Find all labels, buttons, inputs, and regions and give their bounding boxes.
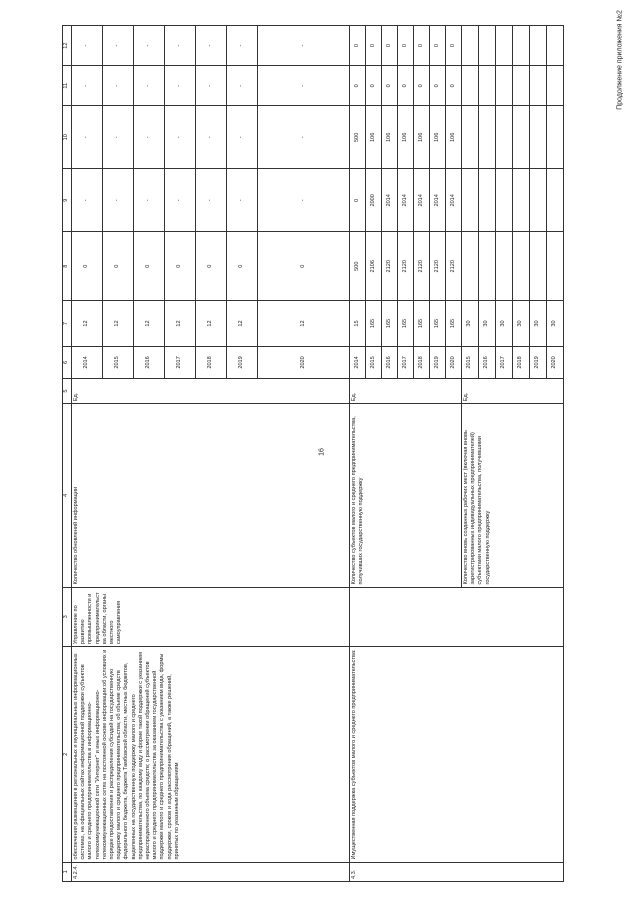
value-cell: 0 (382, 66, 398, 106)
value-cell: - (258, 169, 350, 232)
year-cell: 2019 (530, 346, 547, 378)
col-number: 10 (63, 106, 72, 169)
value-cell: 30 (513, 301, 530, 347)
value-cell: 165 (446, 301, 462, 347)
value-cell: 2120 (446, 232, 462, 301)
value-cell: 12 (196, 301, 227, 347)
value-cell: 0 (350, 169, 366, 232)
value-cell: 2014 (446, 169, 462, 232)
value-cell: 106 (382, 106, 398, 169)
empty-cell (479, 232, 496, 301)
value-cell: 165 (430, 301, 446, 347)
empty-cell (462, 169, 479, 232)
value-cell: 165 (398, 301, 414, 347)
value-cell: 0 (414, 66, 430, 106)
value-cell: 2014 (398, 169, 414, 232)
column-number-row (63, 26, 72, 882)
year-cell: 2016 (479, 346, 496, 378)
value-cell: - (165, 26, 196, 66)
value-cell: - (134, 66, 165, 106)
value-cell: 2014 (382, 169, 398, 232)
value-cell: 0 (414, 26, 430, 66)
empty-cell (462, 66, 479, 106)
year-cell: 2020 (446, 346, 462, 378)
empty-cell (547, 106, 564, 169)
value-cell: 0 (382, 26, 398, 66)
value-cell: 0 (350, 66, 366, 106)
col-number: 4 (63, 404, 72, 587)
value-cell: 0 (196, 232, 227, 301)
empty-cell (513, 169, 530, 232)
year-cell: 2015 (103, 346, 134, 378)
year-cell: 2014 (350, 346, 366, 378)
value-cell: - (103, 169, 134, 232)
value-cell: - (72, 169, 103, 232)
value-cell: - (72, 26, 103, 66)
empty-cell (513, 232, 530, 301)
empty-cell (530, 232, 547, 301)
empty-cell (479, 169, 496, 232)
value-cell: 2014 (414, 169, 430, 232)
empty-cell (547, 232, 564, 301)
value-cell: - (227, 66, 258, 106)
year-cell: 2018 (414, 346, 430, 378)
value-cell: - (134, 106, 165, 169)
row-unit: Ед. (72, 378, 350, 403)
value-cell: 15 (350, 301, 366, 347)
value-cell: - (134, 169, 165, 232)
value-cell: 0 (258, 232, 350, 301)
empty-cell (547, 169, 564, 232)
value-cell: 2120 (414, 232, 430, 301)
value-cell: - (72, 66, 103, 106)
value-cell: 30 (496, 301, 513, 347)
value-cell: 500 (350, 106, 366, 169)
value-cell: - (258, 26, 350, 66)
empty-cell (479, 26, 496, 66)
value-cell: 12 (72, 301, 103, 347)
empty-cell (530, 26, 547, 66)
continuation-label: Продолжение приложения №2 (616, 10, 624, 110)
empty-cell (462, 106, 479, 169)
empty-cell (530, 169, 547, 232)
year-cell: 2017 (165, 346, 196, 378)
value-cell: 0 (72, 232, 103, 301)
year-cell: 2016 (382, 346, 398, 378)
empty-cell (496, 232, 513, 301)
col-number: 6 (63, 346, 72, 378)
table-row (350, 26, 366, 882)
value-cell: 106 (366, 106, 382, 169)
value-cell: 0 (227, 232, 258, 301)
col-number: 2 (63, 647, 72, 862)
empty-cell (547, 66, 564, 106)
table-row (72, 26, 103, 882)
value-cell: 106 (430, 106, 446, 169)
value-cell: 12 (258, 301, 350, 347)
year-cell: 2020 (547, 346, 564, 378)
value-cell: 12 (103, 301, 134, 347)
value-cell: 0 (366, 26, 382, 66)
value-cell: - (165, 106, 196, 169)
value-cell: 0 (398, 66, 414, 106)
value-cell: - (227, 169, 258, 232)
value-cell: - (196, 26, 227, 66)
row-description: Имущественная поддержка субъектов малого и среднего предпринимательства: (350, 647, 564, 862)
value-cell: 165 (382, 301, 398, 347)
value-cell: - (258, 106, 350, 169)
year-cell: 2015 (366, 346, 382, 378)
value-cell: 500 (350, 232, 366, 301)
value-cell: 30 (547, 301, 564, 347)
row-unit: Ед. (350, 378, 462, 403)
value-cell: 0 (165, 232, 196, 301)
value-cell: 0 (103, 232, 134, 301)
empty-cell (496, 26, 513, 66)
value-cell: 0 (430, 66, 446, 106)
row-executor: Управление по развитию промышленности и предпринимательства области, органы местного самоуправления (72, 587, 350, 647)
row-unit: Ед. (462, 378, 564, 403)
value-cell: - (196, 66, 227, 106)
empty-cell (479, 106, 496, 169)
year-cell: 2019 (227, 346, 258, 378)
value-cell: - (227, 106, 258, 169)
value-cell: - (196, 106, 227, 169)
value-cell: - (227, 26, 258, 66)
empty-cell (513, 106, 530, 169)
value-cell: 30 (462, 301, 479, 347)
row-indicator: Количество обновлений информации (72, 404, 350, 587)
value-cell: 0 (446, 26, 462, 66)
value-cell: 2120 (398, 232, 414, 301)
row-number: 4.3. (350, 862, 564, 881)
value-cell: 106 (398, 106, 414, 169)
value-cell: - (196, 169, 227, 232)
year-cell: 2018 (513, 346, 530, 378)
value-cell: 106 (414, 106, 430, 169)
year-cell: 2019 (430, 346, 446, 378)
value-cell: - (258, 66, 350, 106)
value-cell: 0 (398, 26, 414, 66)
value-cell: - (165, 66, 196, 106)
value-cell: 165 (366, 301, 382, 347)
value-cell: 12 (227, 301, 258, 347)
value-cell: 2120 (382, 232, 398, 301)
col-number: 12 (63, 26, 72, 66)
value-cell: 30 (530, 301, 547, 347)
year-cell: 2017 (496, 346, 513, 378)
value-cell: 165 (414, 301, 430, 347)
row-description: обеспечения размещения в региональных и муниципальных информационных системах, на официальных сайтах информационной поддержки субъектов малого и среднего предпринимательства в информационно-телекоммуникационной сети "Интернет" и иных информационно-телекоммуникационных сетях на постоянной основе информации:об условиях и порядке предоставления и распределения субсидий на государственную поддержку малого и среднего предпринимательства; об объеме средств федерального бюджета, бюджета Тамбовской области, местных бюджетов, выделенных на государственную поддержку малого и среднего предпринимательства, по каждому виду и форме такой поддержки с указанием нераспределенного объема средств; о рассмотрении обращений субъектов малого и среднего предпринимательства за оказанием государственной поддержки малого и среднего предпринимательства с указанием вида, формы поддержки, сроков и хода рассмотрения обращений, а также решений, принятых по указанным обращениям (72, 647, 350, 862)
empty-cell (496, 106, 513, 169)
col-number: 5 (63, 378, 72, 403)
col-number: 8 (63, 232, 72, 301)
empty-cell (530, 66, 547, 106)
empty-cell (513, 26, 530, 66)
value-cell: - (165, 169, 196, 232)
empty-cell (462, 232, 479, 301)
year-cell: 2017 (398, 346, 414, 378)
year-cell: 2014 (72, 346, 103, 378)
value-cell: 2000 (366, 169, 382, 232)
year-cell: 2018 (196, 346, 227, 378)
value-cell: - (134, 26, 165, 66)
row-indicator: Количество субъектов малого и среднего предпринимательства, получивших государственную поддержку (350, 404, 462, 587)
value-cell: - (72, 106, 103, 169)
value-cell: 0 (350, 26, 366, 66)
row-number: 4.2.4. (72, 862, 350, 881)
empty-cell (496, 169, 513, 232)
col-number: 1 (63, 862, 72, 881)
year-cell: 2015 (462, 346, 479, 378)
value-cell: 12 (165, 301, 196, 347)
value-cell: 30 (479, 301, 496, 347)
empty-cell (530, 106, 547, 169)
year-cell: 2016 (134, 346, 165, 378)
value-cell: 12 (134, 301, 165, 347)
page-number: 16 (318, 448, 326, 456)
value-cell: 106 (446, 106, 462, 169)
value-cell: 0 (446, 66, 462, 106)
value-cell: 2014 (430, 169, 446, 232)
row-executor (350, 587, 564, 647)
col-number: 11 (63, 66, 72, 106)
value-cell: - (103, 106, 134, 169)
empty-cell (462, 26, 479, 66)
value-cell: 2120 (430, 232, 446, 301)
value-cell: 0 (430, 26, 446, 66)
value-cell: - (103, 26, 134, 66)
year-cell: 2020 (258, 346, 350, 378)
program-table (62, 25, 564, 882)
col-number: 3 (63, 587, 72, 647)
value-cell: - (103, 66, 134, 106)
row-indicator: Количество вновь созданных рабочих мест (включая вновь зарегистрированных индивидуальных предпринимателей) субъектами малого предпринимательства, получившими государственную поддержку (462, 404, 564, 587)
col-number: 9 (63, 169, 72, 232)
col-number: 7 (63, 301, 72, 347)
empty-cell (479, 66, 496, 106)
empty-cell (547, 26, 564, 66)
empty-cell (496, 66, 513, 106)
value-cell: 0 (366, 66, 382, 106)
rotated-table-container (62, 25, 612, 882)
empty-cell (513, 66, 530, 106)
value-cell: 2106 (366, 232, 382, 301)
value-cell: 0 (134, 232, 165, 301)
